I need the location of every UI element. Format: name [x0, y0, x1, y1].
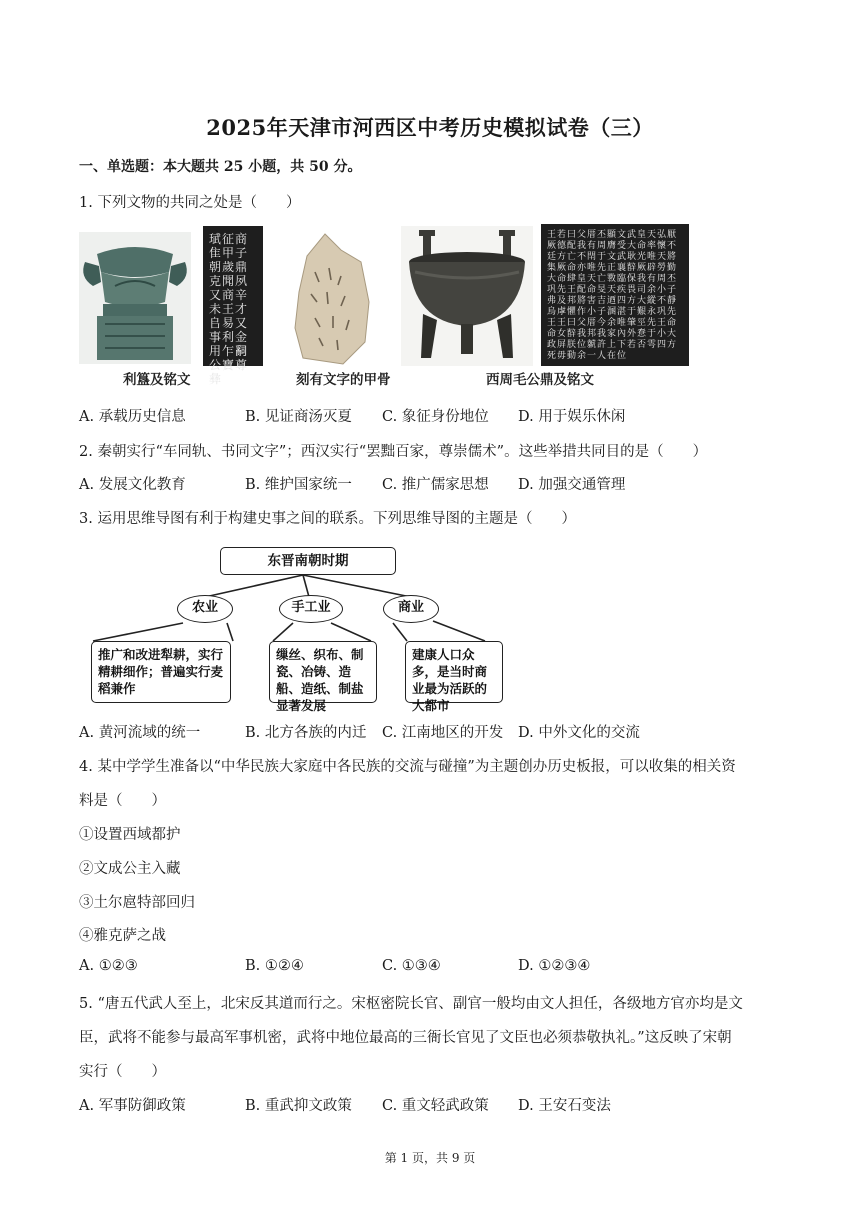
- caption-oracle-bone: 刻有文字的甲骨: [296, 372, 391, 388]
- q5-option-a[interactable]: A. 军事防御政策: [79, 1098, 186, 1114]
- q4-option-d[interactable]: D. ①②③④: [518, 958, 591, 974]
- mind-map-branch-handicraft: 手工业: [279, 595, 343, 623]
- q3-stem: 3. 运用思维导图有利于构建史事之间的联系。下列思维导图的主题是（ ）: [79, 511, 576, 527]
- q4-item-3: ③土尔扈特部回归: [79, 895, 195, 911]
- q3-option-a[interactable]: A. 黄河流域的统一: [79, 725, 201, 741]
- mind-map-detail-agriculture: 推广和改进犁耕，实行精耕细作；普遍实行麦稻兼作: [91, 641, 231, 703]
- q3-mind-map: [87, 545, 527, 713]
- q5-option-b[interactable]: B. 重武抑文政策: [245, 1098, 352, 1114]
- mind-map-detail-handicraft: 缫丝、织布、制瓷、冶铸、造船、造纸、制盐显著发展: [269, 641, 377, 703]
- q4-option-c[interactable]: C. ①③④: [382, 958, 441, 974]
- q4-item-2: ②文成公主入藏: [79, 861, 181, 877]
- q1-stem: 1. 下列文物的共同之处是（ ）: [79, 195, 301, 211]
- q4-option-a[interactable]: A. ①②③: [79, 958, 138, 974]
- q4-option-b[interactable]: B. ①②④: [245, 958, 304, 974]
- q3-option-d[interactable]: D. 中外文化的交流: [518, 725, 640, 741]
- q5-stem-line-3: 实行（ ）: [79, 1064, 166, 1080]
- page-title: 2025年天津市河西区中考历史模拟试卷（三）: [206, 115, 654, 140]
- section-heading: 一、单选题：本大题共 25 小题，共 50 分。: [79, 159, 362, 175]
- q3-option-b[interactable]: B. 北方各族的内迁: [245, 725, 367, 741]
- mind-map-detail-commerce: 建康人口众多，是当时商业最为活跃的大都市: [405, 641, 503, 703]
- q4-stem-line-2: 料是（ ）: [79, 793, 166, 809]
- page-footer: 第 1 页，共 9 页: [384, 1151, 476, 1165]
- q1-option-b[interactable]: B. 见证商汤灭夏: [245, 409, 352, 425]
- mind-map-root: 东晋南朝时期: [220, 547, 396, 575]
- q1-artifact-images: [79, 224, 691, 394]
- mao-gong-ding-inscription-image: 王若曰父厝丕顯文武皇天弘厭厥德配我有周膺受大命率懷不廷方亡不閈于文武耿光唯天將集厥命亦唯先正襄辥厥辟勞勤大命肆皇天亡斁臨保我有周丕巩先王配命旻天疾畏司余小子弗及邦將害吉迺四方大縱不靜烏虖懼作小子溷湛于艱永巩先王王曰父厝今余唯肇巠先王命命女辥我邦我家內外惷于小大政屏朕位虩許上下若否雩四方死毋動余一人在位: [541, 224, 689, 366]
- q1-option-c[interactable]: C. 象征身份地位: [382, 409, 489, 425]
- q5-option-d[interactable]: D. 王安石变法: [518, 1098, 611, 1114]
- q5-stem-line-1: 5. “唐五代武人至上，北宋反其道而行之。宋枢密院长官、副官一般均由文人担任，各级地方官亦均是文: [79, 996, 743, 1012]
- q4-item-4: ④雅克萨之战: [79, 928, 166, 944]
- q2-option-a[interactable]: A. 发展文化教育: [79, 477, 186, 493]
- mind-map-branch-commerce: 商业: [383, 595, 439, 623]
- q4-item-1: ①设置西域都护: [79, 827, 181, 843]
- oracle-bone-image: [285, 232, 375, 366]
- q2-option-b[interactable]: B. 维护国家统一: [245, 477, 352, 493]
- li-gui-vessel-image: [79, 232, 191, 364]
- q2-option-c[interactable]: C. 推广儒家思想: [382, 477, 489, 493]
- mao-gong-ding-image: [401, 226, 533, 366]
- q4-stem-line-1: 4. 某中学学生准备以“中华民族大家庭中各民族的交流与碰撞”为主题创办历史板报，可以收集的相关资: [79, 759, 736, 775]
- mind-map-branch-agriculture: 农业: [177, 595, 233, 623]
- q2-stem: 2. 秦朝实行“车同轨、书同文字”；西汉实行“罢黜百家，尊崇儒术”。这些举措共同目的是（ ）: [79, 444, 708, 460]
- q3-option-c[interactable]: C. 江南地区的开发: [382, 725, 504, 741]
- q5-option-c[interactable]: C. 重文轻武政策: [382, 1098, 489, 1114]
- caption-mao-gong-ding: 西周毛公鼎及铭文: [486, 372, 594, 388]
- q5-stem-line-2: 臣，武将不能参与最高军事机密，武将中地位最高的三衙长官见了文臣也必须恭敬执礼。”这反映了宋朝: [79, 1030, 732, 1046]
- li-gui-inscription-image: 珷征商隹甲子朝歲鼎克聞夙又商辛未王才𠂤易又事利金用乍𤔲公寶尊彝: [203, 226, 263, 366]
- q2-option-d[interactable]: D. 加强交通管理: [518, 477, 626, 493]
- caption-li-gui: 利簋及铭文: [123, 372, 191, 388]
- q1-option-d[interactable]: D. 用于娱乐休闲: [518, 409, 626, 425]
- q1-option-a[interactable]: A. 承载历史信息: [79, 409, 186, 425]
